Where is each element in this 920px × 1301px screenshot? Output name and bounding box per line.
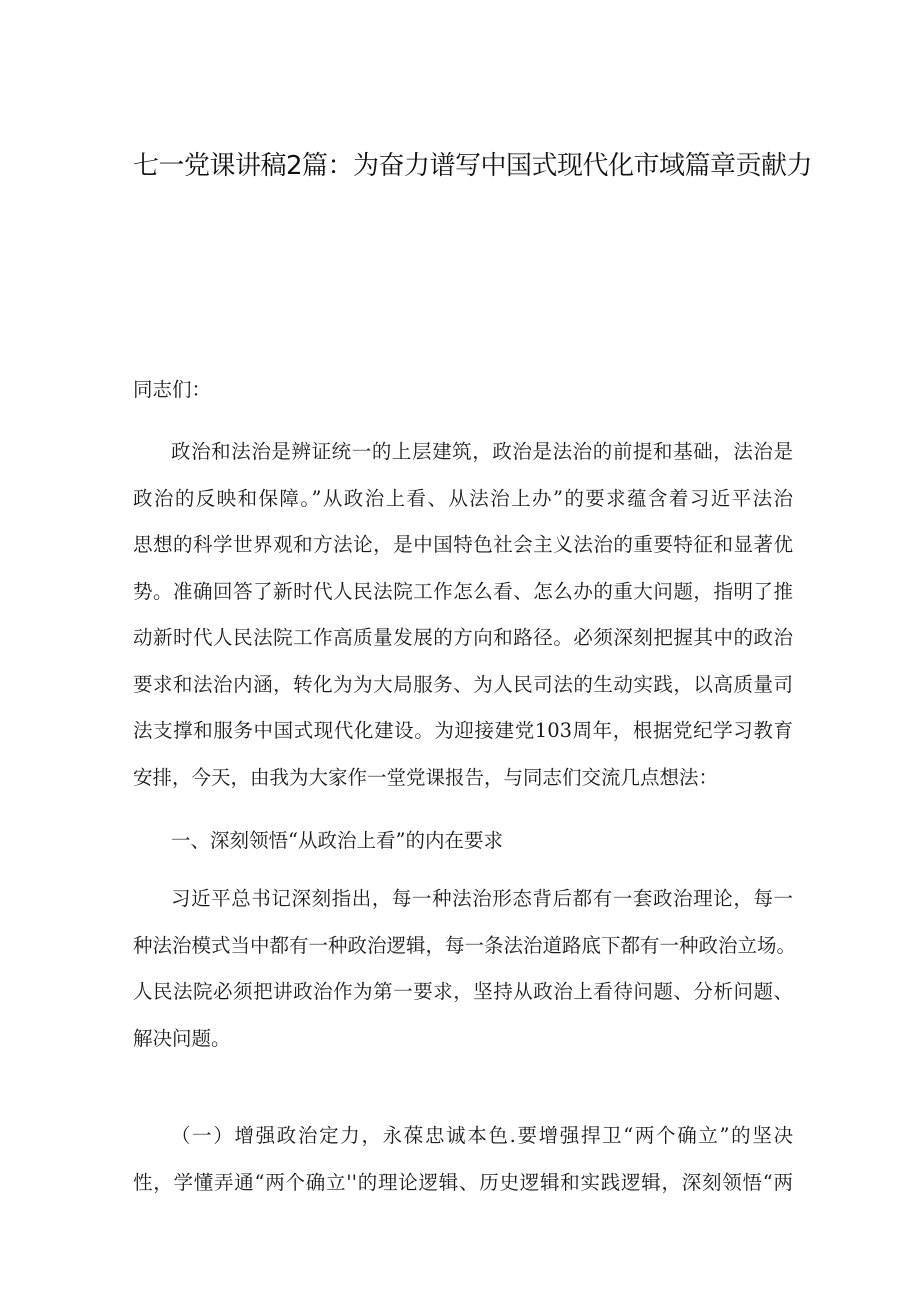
document-title: 七一党课讲稿2篇：为奋力谱写中国式现代化市域篇章贡献力 [133, 151, 813, 181]
paragraph-line: 种法治模式当中都有一种政治逻辑，每一条法治道路底下都有一种政治立场。 [133, 933, 797, 957]
paragraph-line: 人民法院必须把讲政治作为第一要求，坚持从政治上看待问题、分析问题、 [133, 980, 793, 1003]
paragraph-3 [133, 1121, 793, 1214]
paragraph-1 [133, 437, 793, 809]
paragraph-line: 动新时代人民法院工作高质量发展的方向和路径。必须深刻把握其中的政治 [133, 626, 793, 649]
paragraph-line: 习近平总书记深刻指出，每一种法治形态背后都有一套政治理论，每一 [171, 887, 793, 910]
paragraph-2 [133, 884, 797, 1070]
paragraph-line: 安排，今天，由我为大家作一堂党课报告，与同志们交流几点想法： [133, 765, 719, 789]
paragraph-line: 要求和法治内涵，转化为为大局服务、为人民司法的生动实践，以高质量司 [133, 672, 793, 696]
paragraph-line: 政治和法治是辨证统一的上层建筑，政治是法治的前提和基础，法治是 [171, 440, 793, 463]
paragraph-line: 解决问题。 [133, 1026, 231, 1050]
paragraph-line: 思想的科学世界观和方法论，是中国特色社会主义法治的重要特征和显著优 [133, 533, 793, 556]
paragraph-line: 性，学懂弄通“两个确立''的理论逻辑、历史逻辑和实践逻辑，深刻领悟“两 [133, 1170, 793, 1194]
paragraph-line: 法支撑和服务中国式现代化建设。为迎接建党103周年，根据党纪学习教育 [133, 719, 793, 742]
paragraph-line: 政治的反映和保障。”从政治上看、从法治上办”的要求蕴含着习近平法治 [133, 486, 793, 510]
paragraph-line: 势。准确回答了新时代人民法院工作怎么看、怎么办的重大问题，指明了推 [133, 579, 793, 603]
salutation: 同志们： [133, 378, 212, 401]
section-heading: 一、深刻领悟“从政治上看”的内在要求 [171, 829, 503, 852]
paragraph-line: （一）增强政治定力，永葆忠诚本色.要增强捍卫“两个确立”的坚决 [171, 1124, 793, 1147]
